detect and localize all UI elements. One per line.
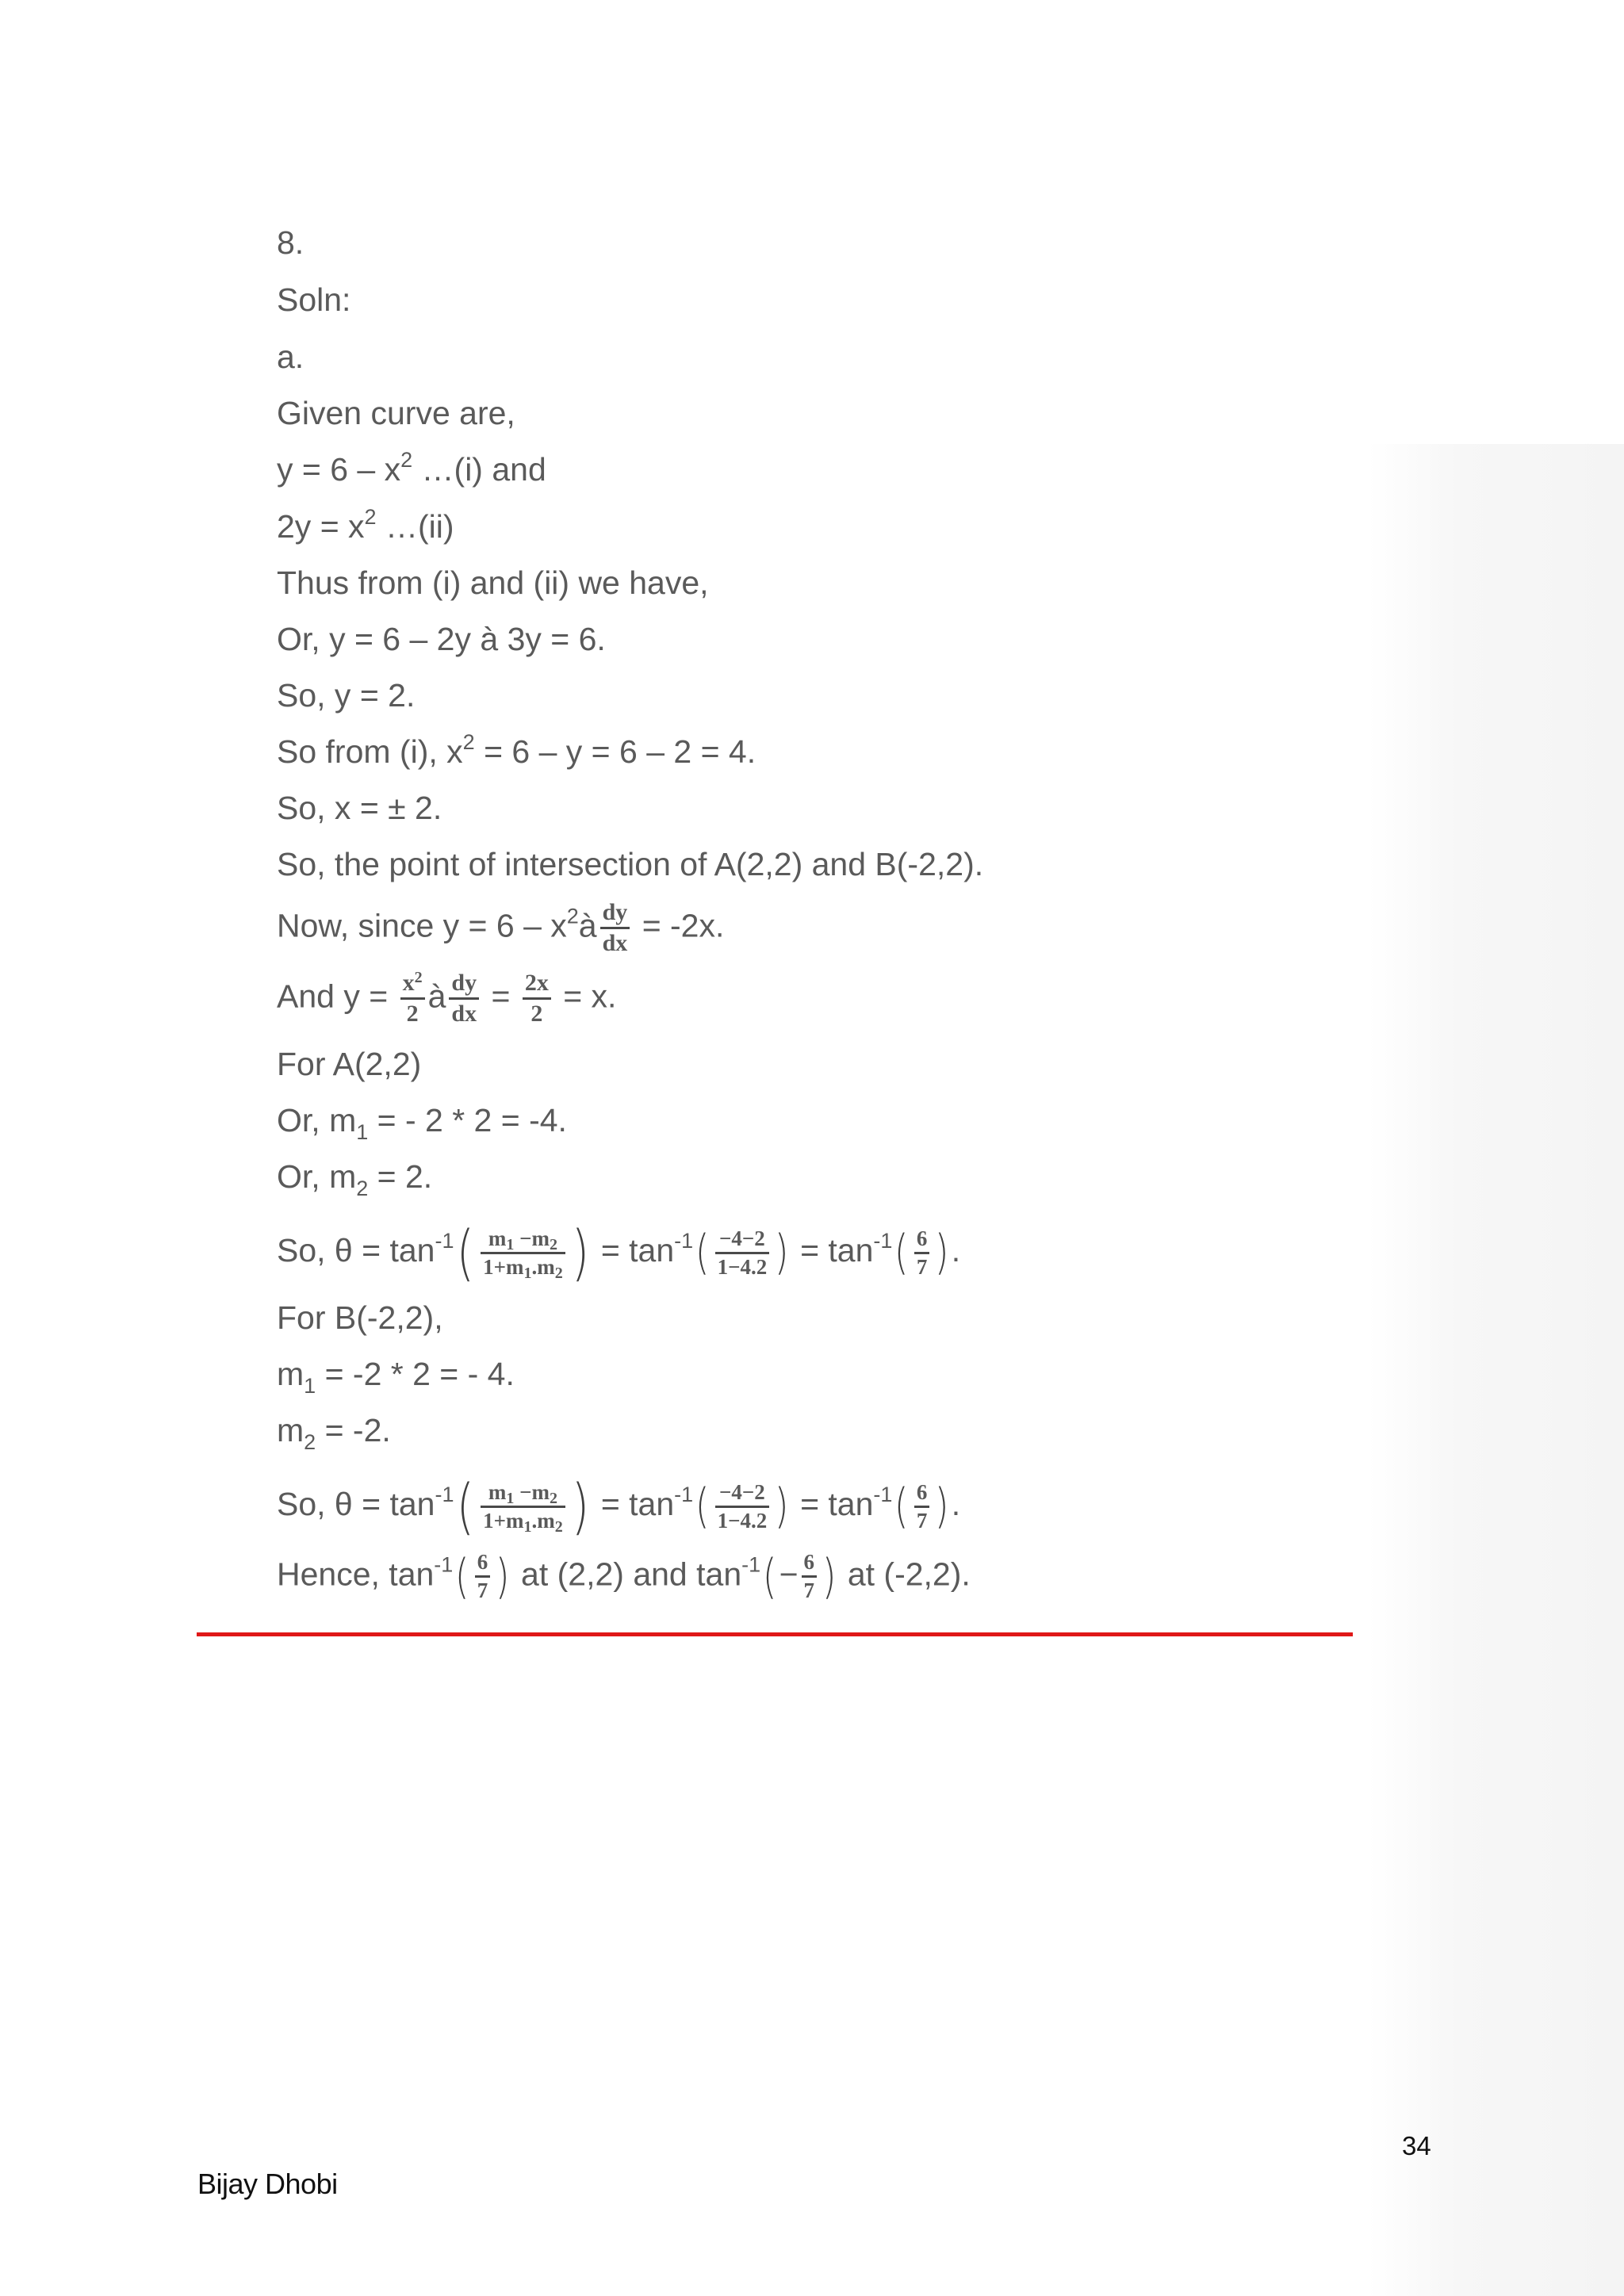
hence-inv-2: -1 xyxy=(741,1552,761,1577)
theta-a-inv-3: -1 xyxy=(873,1228,893,1253)
theta-a-inv-2: -1 xyxy=(674,1228,694,1253)
x-exponent: 2 xyxy=(414,969,423,986)
slope-formula-numerator-2: $m_1 -m_2$ xyxy=(481,1482,565,1508)
red-divider-rule xyxy=(197,1632,1353,1636)
theta-b-inv: -1 xyxy=(435,1482,454,1506)
m1-a-post: = - 2 * 2 = -4. xyxy=(368,1102,567,1138)
now-a: Now, since y = 6 – x xyxy=(277,907,567,944)
x-squared-over-two xyxy=(400,971,425,1026)
hence-a: Hence, tan xyxy=(277,1556,435,1593)
m1-a-line xyxy=(277,1101,567,1144)
m1-b-post: = -2 * 2 = - 4. xyxy=(316,1356,515,1392)
theta-b-dot: . xyxy=(951,1485,961,1522)
theta-a-eq-2: = tan xyxy=(791,1231,874,1269)
or-line: Or, y = 6 – 2y à 3y = 6. xyxy=(277,621,606,657)
and-y-line xyxy=(277,971,616,1026)
so-from-a: So from (i), x xyxy=(277,733,463,770)
curve-one-exponent: 2 xyxy=(400,448,413,472)
now-exponent: 2 xyxy=(566,904,579,928)
m1-a-pre: Or, m xyxy=(277,1102,357,1138)
curve-two xyxy=(277,507,454,545)
so-from-b: = 6 – y = 6 – 2 = 4. xyxy=(474,733,756,770)
theta-b-pre: So, θ = tan xyxy=(277,1485,435,1522)
and-arrow: à xyxy=(427,978,446,1015)
numeric-fraction-2 xyxy=(715,1479,770,1533)
open-paren-icon: ( xyxy=(695,1479,710,1534)
hence-seven-2: 7 xyxy=(803,1578,815,1602)
so-from-line xyxy=(277,730,756,771)
m1-b-line xyxy=(277,1355,515,1398)
two-x-numerator: 2x xyxy=(523,971,551,1000)
theta-b-inv-2: -1 xyxy=(674,1482,694,1506)
m2-b-pre: m xyxy=(277,1412,304,1448)
given-line: Given curve are, xyxy=(277,395,515,431)
numeric-numerator: −4−2 xyxy=(715,1228,770,1254)
close-paren-icon: ) xyxy=(935,1479,949,1534)
open-paren-icon: ( xyxy=(695,1225,710,1280)
open-paren-icon: ( xyxy=(457,1471,475,1541)
close-paren-icon: ) xyxy=(822,1548,837,1605)
for-b-line: For B(-2,2), xyxy=(277,1299,443,1336)
open-paren-icon: ( xyxy=(894,1479,909,1534)
slope-formula-denominator-2: $1+m_1.m_2$ xyxy=(483,1508,563,1536)
so-y-line: So, y = 2. xyxy=(277,677,416,714)
six-numerator-2: 6 xyxy=(914,1482,930,1508)
theta-a-pre: So, θ = tan xyxy=(277,1231,435,1269)
now-c: = -2x. xyxy=(633,907,725,944)
m2-b-line xyxy=(277,1411,391,1454)
so-x-line: So, x = ± 2. xyxy=(277,790,442,826)
slope-formula-fraction xyxy=(481,1226,565,1282)
dy-numerator-2: dy xyxy=(449,971,479,1000)
hence-inv: -1 xyxy=(434,1552,454,1577)
hence-line xyxy=(277,1548,971,1605)
hence-six: 6 xyxy=(475,1552,491,1578)
m2-a-post: = 2. xyxy=(368,1158,433,1195)
numeric-numerator-2: −4−2 xyxy=(715,1482,770,1508)
curve-one-tail: …(i) and xyxy=(412,451,546,488)
thus-line: Thus from (i) and (ii) we have, xyxy=(277,564,709,601)
curve-two-lhs: 2y = x xyxy=(277,508,365,545)
close-paren-icon: ) xyxy=(935,1225,949,1280)
close-paren-icon: ) xyxy=(571,1471,589,1541)
soln-label: Soln: xyxy=(277,281,351,318)
part-label: a. xyxy=(277,339,304,375)
footer-author: Bijay Dhobi xyxy=(197,2168,338,2200)
and-d: = x. xyxy=(553,978,617,1015)
open-paren-icon: ( xyxy=(457,1217,475,1288)
hence-six-2: 6 xyxy=(802,1552,818,1578)
m2-a-pre: Or, m xyxy=(277,1158,357,1195)
m1-b-sub: 1 xyxy=(304,1374,316,1398)
theta-b-line xyxy=(277,1471,961,1541)
dx-denominator: dx xyxy=(602,930,628,956)
and-a: And y = xyxy=(277,978,397,1015)
two-denominator-2: 2 xyxy=(530,1001,543,1027)
question-number: 8. xyxy=(277,224,304,261)
so-from-exponent: 2 xyxy=(462,730,475,754)
slope-formula-numerator: $m_1 -m_2$ xyxy=(481,1228,565,1254)
theta-a-line xyxy=(277,1217,961,1288)
now-since-line xyxy=(277,901,724,955)
x-squared-numerator xyxy=(400,971,425,1000)
for-a-line: For A(2,2) xyxy=(277,1046,422,1082)
numeric-denominator-2: 1−4.2 xyxy=(717,1508,768,1533)
six-sevenths-fraction-2 xyxy=(914,1479,930,1533)
numeric-fraction xyxy=(715,1228,770,1278)
hence-c: at (-2,2). xyxy=(838,1556,971,1593)
m1-a-sub: 1 xyxy=(356,1120,369,1144)
theta-a-eq: = tan xyxy=(592,1231,675,1269)
hence-six-sevenths xyxy=(475,1552,491,1601)
curve-two-exponent: 2 xyxy=(364,505,377,529)
two-denominator: 2 xyxy=(406,1001,419,1027)
m2-a-sub: 2 xyxy=(356,1177,369,1200)
dx-denominator-2: dx xyxy=(451,1001,477,1027)
seven-denominator: 7 xyxy=(916,1254,928,1279)
open-paren-icon: ( xyxy=(894,1225,909,1280)
close-paren-icon: ) xyxy=(496,1548,510,1605)
intersection-line: So, the point of intersection of A(2,2) and B(-2,2). xyxy=(277,846,984,882)
dy-dx-fraction xyxy=(600,901,630,955)
slope-formula-denominator: $1+m_1.m_2$ xyxy=(483,1254,563,1282)
close-paren-icon: ) xyxy=(775,1225,789,1280)
slope-formula-fraction-2 xyxy=(481,1479,565,1536)
m2-b-sub: 2 xyxy=(304,1430,316,1454)
close-paren-icon: ) xyxy=(571,1217,589,1288)
now-arrow: à xyxy=(578,907,597,944)
hence-b: at (2,2) and tan xyxy=(511,1556,742,1593)
hence-six-sevenths-2 xyxy=(802,1552,818,1601)
theta-a-dot: . xyxy=(951,1231,961,1269)
six-numerator: 6 xyxy=(914,1228,930,1254)
m2-b-post: = -2. xyxy=(316,1412,391,1448)
x-base: x xyxy=(402,970,415,996)
screenshot-edge-shade xyxy=(1368,444,1624,2296)
and-equals: = xyxy=(482,978,519,1015)
hence-seven: 7 xyxy=(477,1578,488,1602)
dy-numerator: dy xyxy=(600,901,630,929)
seven-denominator-2: 7 xyxy=(916,1508,928,1533)
m1-b-pre: m xyxy=(277,1356,304,1392)
open-paren-icon: ( xyxy=(455,1548,469,1605)
m2-a-line xyxy=(277,1158,433,1200)
curve-one xyxy=(277,450,546,488)
six-sevenths-fraction xyxy=(914,1228,930,1278)
open-paren-icon: ( xyxy=(763,1548,777,1605)
hence-neg: − xyxy=(779,1556,799,1593)
two-x-over-two xyxy=(523,971,551,1026)
theta-a-inv: -1 xyxy=(435,1228,454,1253)
curve-one-lhs: y = 6 – x xyxy=(277,451,401,488)
numeric-denominator: 1−4.2 xyxy=(717,1254,768,1279)
theta-b-eq: = tan xyxy=(592,1485,675,1522)
dy-dx-fraction-2 xyxy=(449,971,479,1026)
curve-two-tail: …(ii) xyxy=(376,508,454,545)
theta-b-inv-3: -1 xyxy=(873,1482,893,1506)
close-paren-icon: ) xyxy=(775,1479,789,1534)
page-number: 34 xyxy=(1402,2131,1431,2160)
theta-b-eq-2: = tan xyxy=(791,1485,874,1522)
